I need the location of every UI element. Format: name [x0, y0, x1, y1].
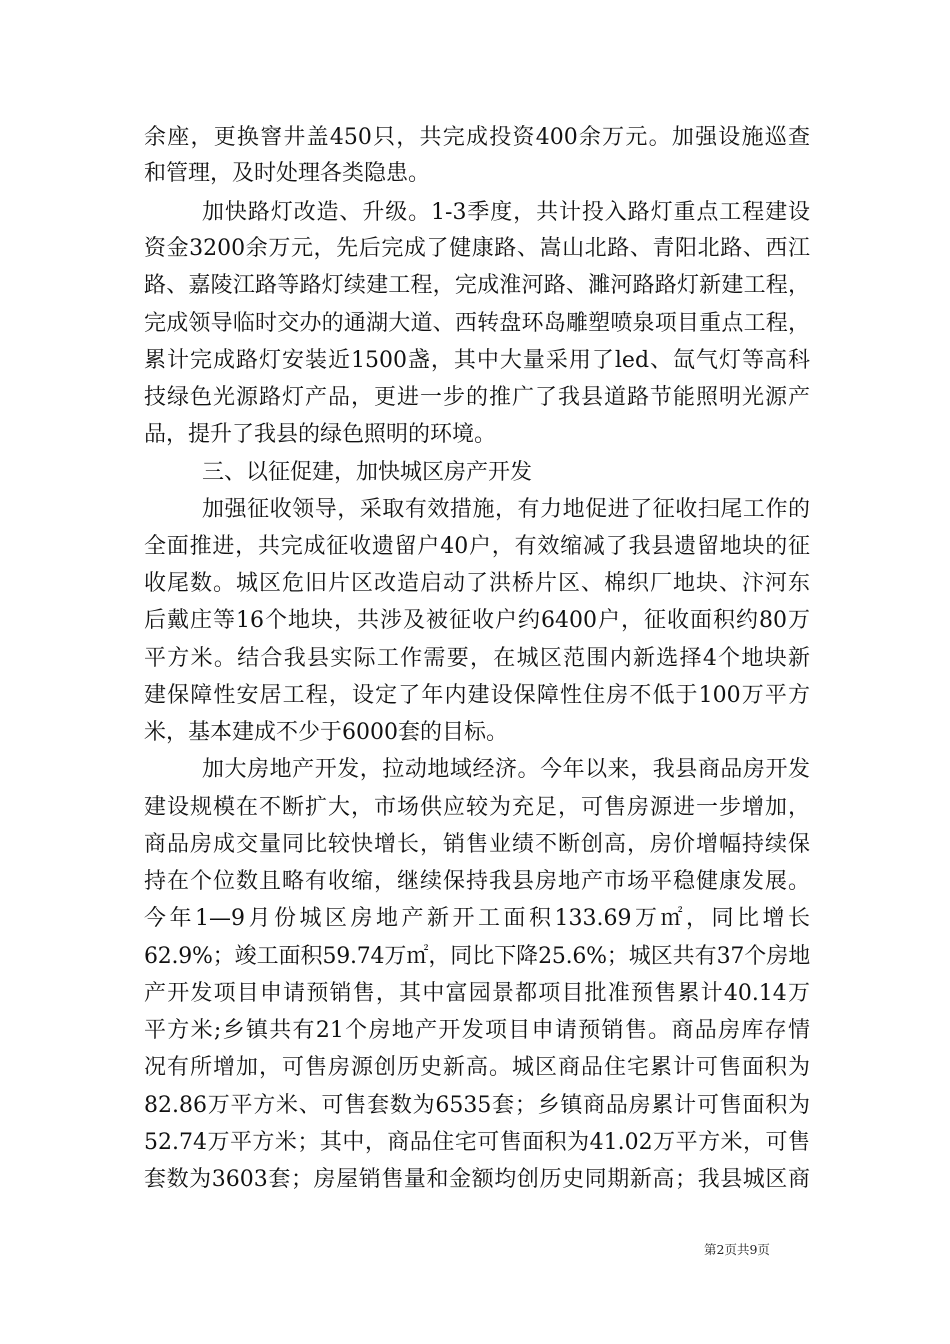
paragraph-line: 62.9%；竣工面积59.74万㎡，同比下降25.6%；城区共有37个房地 — [144, 944, 810, 969]
paragraph-line: 资金3200余万元，先后完成了健康路、嵩山北路、青阳北路、西江 — [144, 236, 810, 261]
paragraph-line: 套数为3603套；房屋销售量和金额均创历史同期新高；我县城区商 — [144, 1167, 810, 1192]
paragraph-line: 技绿色光源路灯产品，更进一步的推广了我县道路节能照明光源产 — [144, 385, 810, 410]
page-number: 第2页共9页 — [704, 1242, 770, 1257]
paragraph-line: 加强征收领导，采取有效措施，有力地促进了征收扫尾工作的 — [202, 497, 810, 522]
paragraph-line: 建设规模在不断扩大，市场供应较为充足，可售房源进一步增加， — [144, 795, 810, 820]
paragraph-line: 持在个位数且略有收缩，继续保持我县房地产市场平稳健康发展。 — [144, 869, 810, 894]
paragraph-line: 平方米。结合我县实际工作需要，在城区范围内新选择4个地块新 — [144, 646, 810, 671]
paragraph-line: 加快路灯改造、升级。1-3季度，共计投入路灯重点工程建设 — [202, 200, 810, 225]
paragraph-line: 商品房成交量同比较快增长，销售业绩不断创高，房价增幅持续保 — [144, 832, 810, 857]
paragraph-line: 况有所增加，可售房源创历史新高。城区商品住宅累计可售面积为 — [144, 1055, 810, 1080]
paragraph-line: 后戴庄等16个地块，共涉及被征收户约6400户，征收面积约80万 — [144, 608, 810, 633]
paragraph-line: 建保障性安居工程，设定了年内建设保障性住房不低于100万平方 — [144, 683, 810, 708]
paragraph-line: 平方米;乡镇共有21个房地产开发项目申请预销售。商品房库存情 — [144, 1018, 810, 1043]
paragraph-line: 52.74万平方米；其中，商品住宅可售面积为41.02万平方米，可售 — [144, 1130, 810, 1155]
paragraph-line: 品，提升了我县的绿色照明的环境。 — [144, 422, 497, 447]
paragraph-line: 完成领导临时交办的通湖大道、西转盘环岛雕塑喷泉项目重点工程， — [144, 311, 810, 336]
paragraph-line: 82.86万平方米、可售套数为6535套；乡镇商品房累计可售面积为 — [144, 1093, 810, 1118]
paragraph-line: 路、嘉陵江路等路灯续建工程，完成淮河路、濉河路路灯新建工程， — [144, 273, 810, 298]
paragraph-line: 和管理，及时处理各类隐患。 — [144, 161, 431, 186]
section-heading: 三、以征促建，加快城区房产开发 — [202, 460, 533, 485]
paragraph-line: 累计完成路灯安装近1500盏，其中大量采用了led、氙气灯等高科 — [144, 348, 810, 373]
paragraph-line: 收尾数。城区危旧片区改造启动了洪桥片区、棉织厂地块、汴河东 — [144, 571, 810, 596]
paragraph-line: 米，基本建成不少于6000套的目标。 — [144, 720, 508, 745]
paragraph-line: 加大房地产开发，拉动地域经济。今年以来，我县商品房开发 — [202, 757, 810, 782]
paragraph-line: 余座，更换窨井盖450只，共完成投资400余万元。加强设施巡查 — [144, 125, 810, 150]
paragraph-line: 全面推进，共完成征收遗留户40户，有效缩减了我县遗留地块的征 — [144, 534, 810, 559]
paragraph-line: 今年1—9月份城区房地产新开工面积133.69万㎡，同比增长 — [144, 906, 810, 931]
paragraph-line: 产开发项目申请预销售，其中富园景都项目批准预售累计40.14万 — [144, 981, 810, 1006]
